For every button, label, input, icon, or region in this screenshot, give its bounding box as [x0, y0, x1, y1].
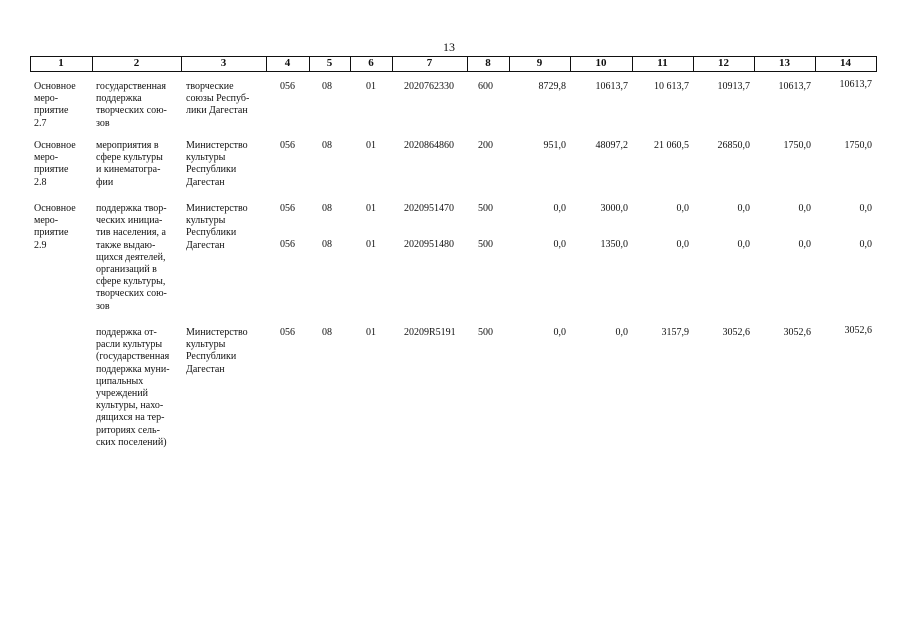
row-5-col-11: 3157,9 — [661, 327, 689, 338]
row-4-col-9: 0,0 — [553, 239, 566, 250]
row-3-col-9: 0,0 — [553, 203, 566, 214]
row-2-col-4: 056 — [280, 140, 295, 151]
row-4-col-6: 01 — [366, 239, 376, 250]
row-1-col-11: 10 613,7 — [654, 81, 689, 92]
row-2-col-11: 21 060,5 — [654, 140, 689, 151]
row-5-col-4: 056 — [280, 327, 295, 338]
row-3-col-14: 0,0 — [859, 203, 872, 214]
row-4-col-7: 2020951480 — [404, 239, 454, 250]
header-cell: 12 — [718, 57, 729, 69]
row-2-col-6: 01 — [366, 140, 376, 151]
row-4-col-8: 500 — [478, 239, 493, 250]
row-2-col-1: Основное меро- приятие 2.8 — [34, 140, 76, 188]
row-2-col-14: 1750,0 — [844, 140, 872, 151]
row-4-col-10: 1350,0 — [600, 239, 628, 250]
row-4-col-5: 08 — [322, 239, 332, 250]
row-4-col-11: 0,0 — [676, 239, 689, 250]
row-2-col-12: 26850,0 — [717, 140, 750, 151]
row-3-col-7: 2020951470 — [404, 203, 454, 214]
row-2-col-9: 951,0 — [543, 140, 566, 151]
row-3-col-6: 01 — [366, 203, 376, 214]
row-3-col-1: Основное меро- приятие 2.9 — [34, 203, 76, 251]
header-cell: 8 — [485, 57, 491, 69]
row-3-col-11: 0,0 — [676, 203, 689, 214]
row-2-col-8: 200 — [478, 140, 493, 151]
header-cell: 13 — [779, 57, 790, 69]
row-5-col-14: 3052,6 — [844, 325, 872, 336]
row-3-col-8: 500 — [478, 203, 493, 214]
header-cell: 5 — [326, 57, 333, 69]
row-1-col-9: 8729,8 — [538, 81, 566, 92]
row-5-col-2: поддержка от- расли культуры (государственная поддержка муни- ципальных учреждений культуры, нахо- дящихся на тер- риториях сель- ских поселений) — [96, 327, 170, 448]
row-1-col-7: 2020762330 — [404, 81, 454, 92]
row-4-col-13: 0,0 — [798, 239, 811, 250]
header-cell: 6 — [368, 57, 374, 69]
row-5-col-6: 01 — [366, 327, 376, 338]
row-2-col-5: 08 — [322, 140, 332, 151]
row-3-col-12: 0,0 — [737, 203, 750, 214]
header-cell: 10 — [595, 57, 607, 69]
row-3-col-4: 056 — [280, 203, 295, 214]
row-1-col-12: 10913,7 — [717, 81, 750, 92]
row-4-col-14: 0,0 — [859, 239, 872, 250]
row-5-col-3: Министерство культуры Республики Дагестан — [186, 327, 248, 375]
row-5-col-5: 08 — [322, 327, 332, 338]
row-3-col-3: Министерство культуры Республики Дагестан — [186, 203, 248, 251]
row-2-col-13: 1750,0 — [783, 140, 811, 151]
header-cell: 4 — [284, 57, 291, 69]
header-cell: 2 — [133, 57, 140, 69]
header-cell: 7 — [426, 57, 433, 69]
header-cell: 1 — [58, 57, 64, 69]
header-cell: 14 — [840, 57, 851, 69]
row-1-col-6: 01 — [366, 81, 376, 92]
row-1-col-14: 10613,7 — [839, 79, 872, 90]
row-3-col-10: 3000,0 — [600, 203, 628, 214]
row-5-col-9: 0,0 — [553, 327, 566, 338]
row-2-col-7: 2020864860 — [404, 140, 454, 151]
row-5-col-12: 3052,6 — [722, 327, 750, 338]
row-5-col-13: 3052,6 — [783, 327, 811, 338]
row-3-col-5: 08 — [322, 203, 332, 214]
row-4-col-12: 0,0 — [737, 239, 750, 250]
row-1-col-4: 056 — [280, 81, 295, 92]
row-4-col-4: 056 — [280, 239, 295, 250]
row-1-col-2: государственная поддержка творческих сою- зов — [96, 81, 167, 129]
row-1-col-13: 10613,7 — [778, 81, 811, 92]
row-1-col-1: Основное меро- приятие 2.7 — [34, 81, 76, 129]
row-1-col-8: 600 — [478, 81, 493, 92]
row-5-col-7: 20209R5191 — [404, 327, 456, 338]
row-1-col-10: 10613,7 — [595, 81, 628, 92]
row-3-col-13: 0,0 — [798, 203, 811, 214]
row-2-col-10: 48097,2 — [595, 140, 628, 151]
row-1-col-5: 08 — [322, 81, 332, 92]
header-cell: 11 — [657, 57, 668, 69]
row-3-col-2: поддержка твор- ческих инициа- тив населения, а также выдаю- щихся деятелей, организаций в сфере культуры, творческих сою- зов — [96, 203, 167, 312]
row-2-col-3: Министерство культуры Республики Дагестан — [186, 140, 248, 188]
header-divider — [876, 56, 877, 72]
row-5-col-10: 0,0 — [615, 327, 628, 338]
row-5-col-8: 500 — [478, 327, 493, 338]
row-1-col-3: творческие союзы Респуб- лики Дагестан — [186, 81, 250, 117]
header-cell: 3 — [220, 57, 227, 69]
row-2-col-2: мероприятия в сфере культуры и кинематогра- фии — [96, 140, 163, 188]
header-cell: 9 — [536, 57, 543, 69]
page-number: 13 — [443, 40, 455, 54]
